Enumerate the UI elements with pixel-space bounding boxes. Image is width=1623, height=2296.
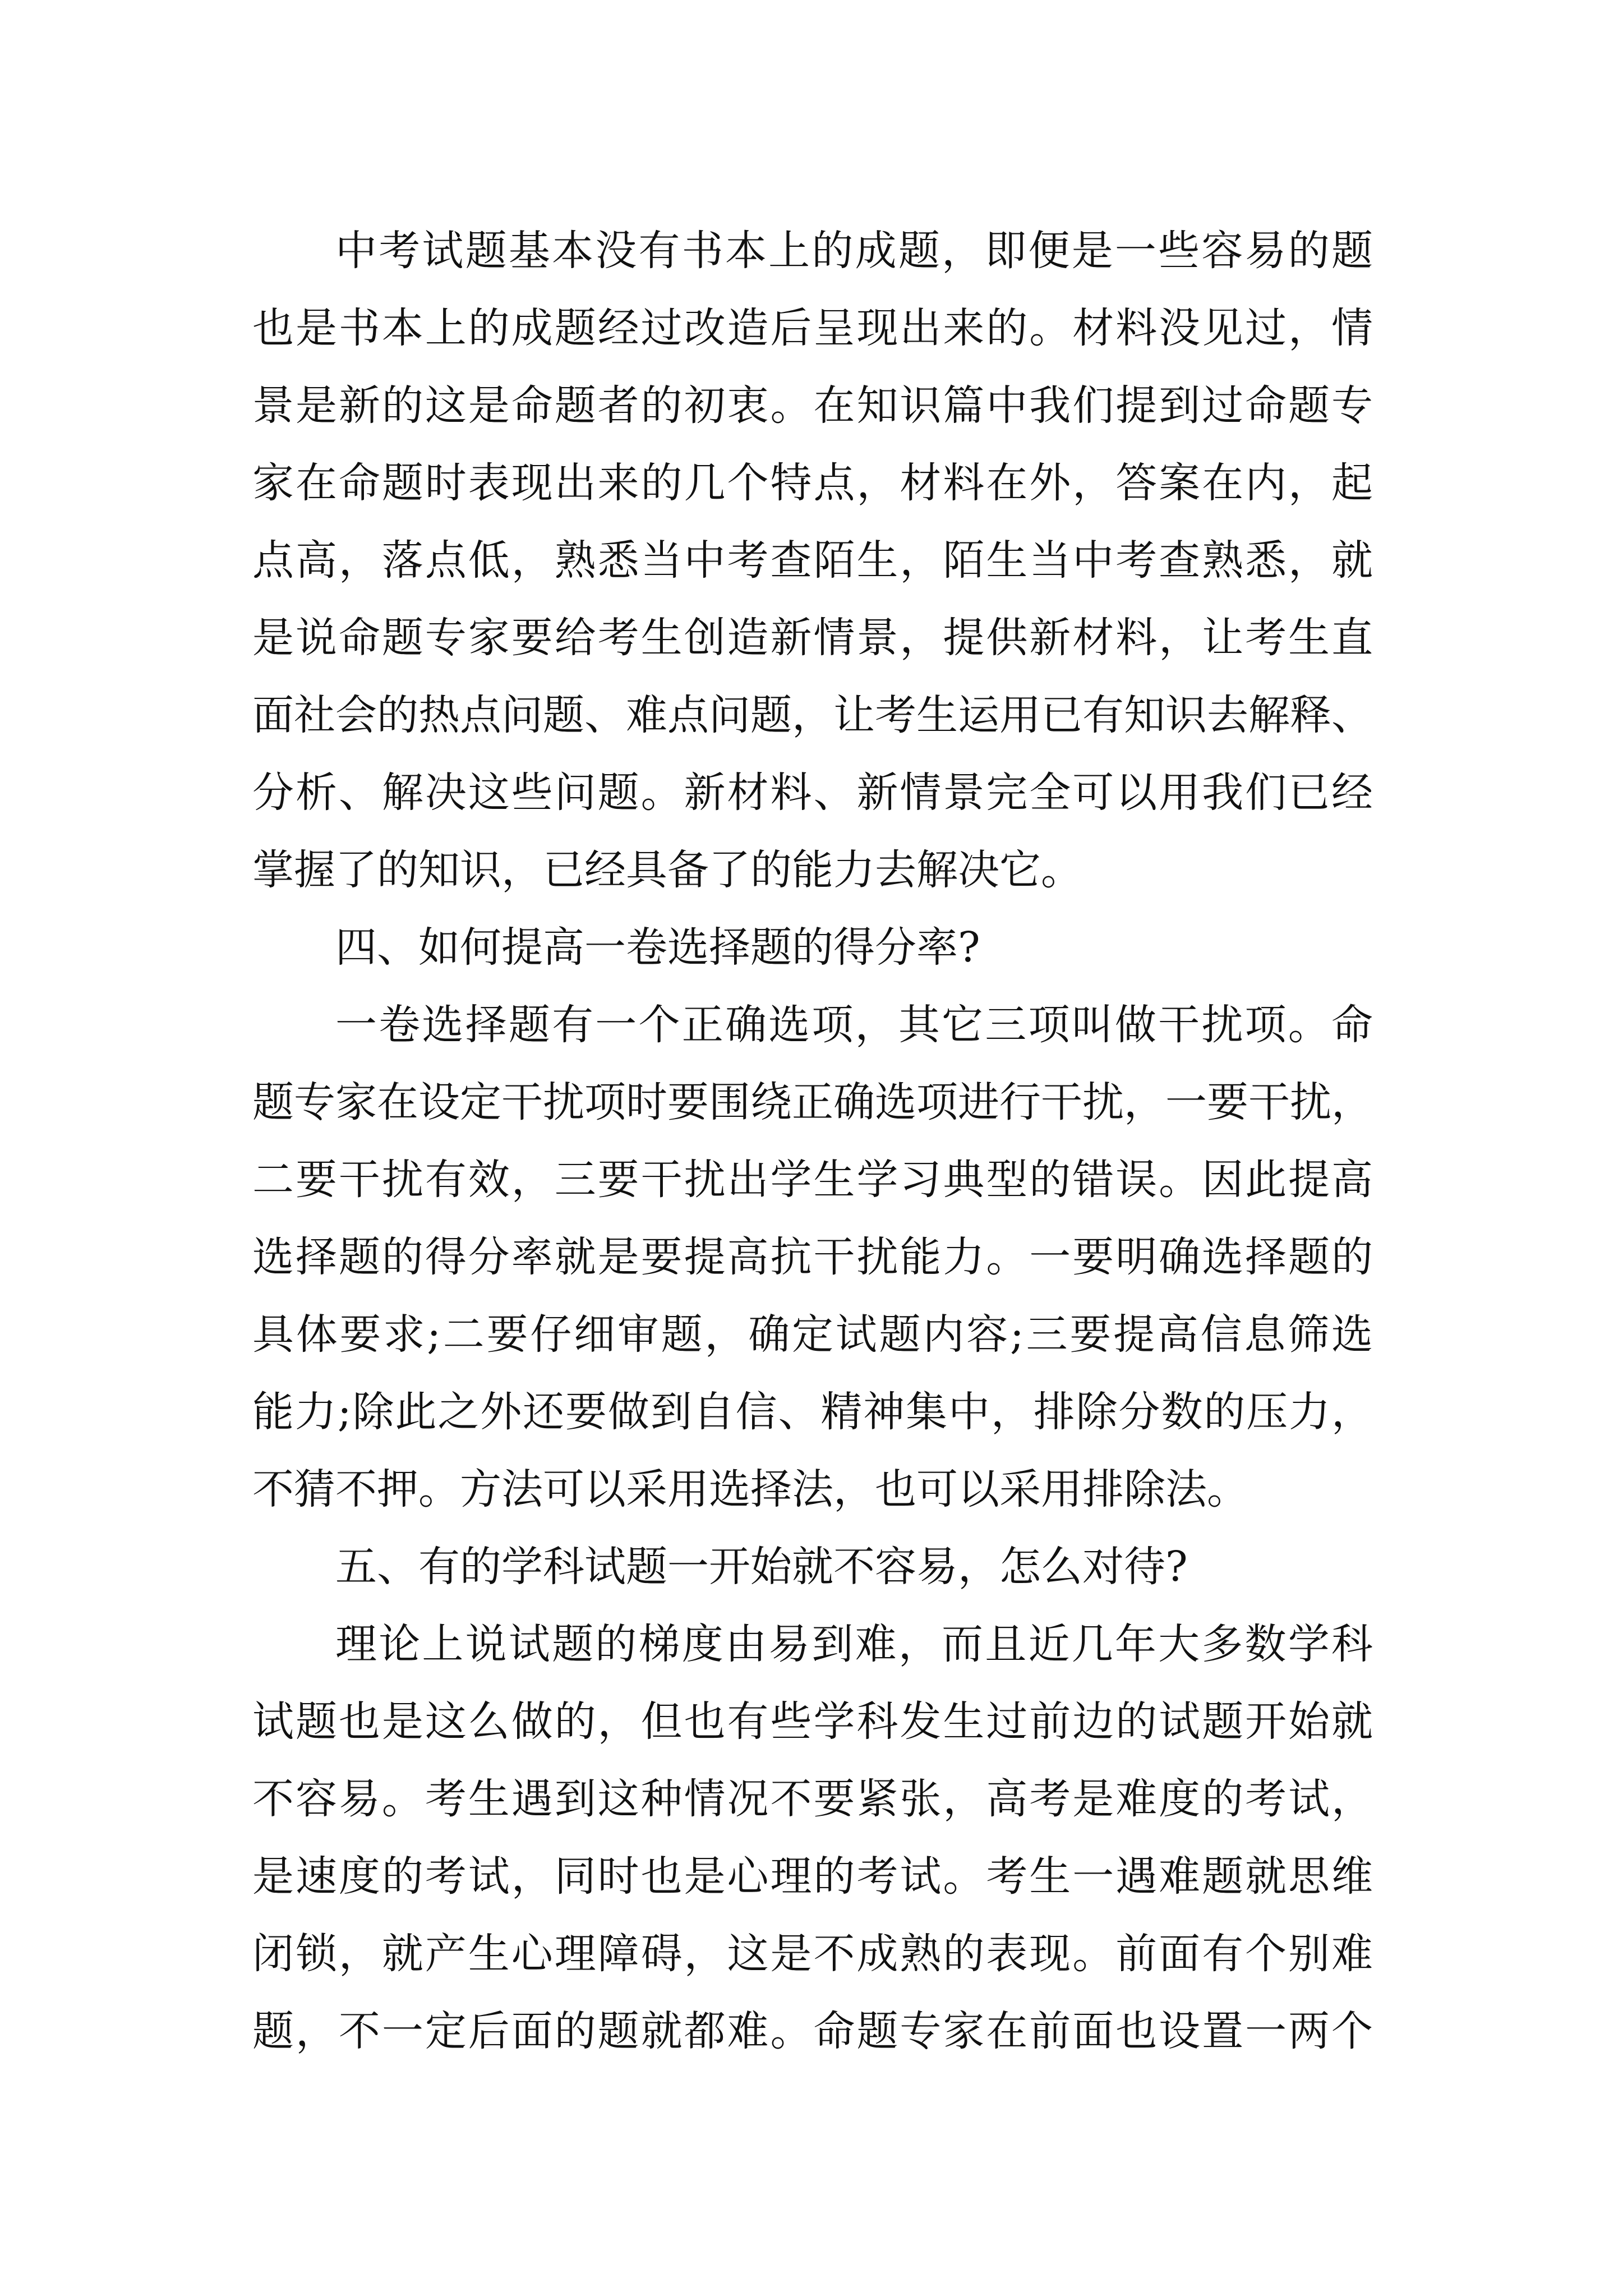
section-heading xyxy=(252,909,1373,986)
text-line: 分析、解决这些问题。新材料、新情景完全可以用我们已经 xyxy=(252,769,1373,817)
text-line: 题专家在设定干扰项时要围绕正确选项进行干扰，一要干扰， xyxy=(252,1078,1373,1126)
document-body xyxy=(252,212,1373,2070)
text-line: 能力;除此之外还要做到自信、精神集中，排除分数的压力， xyxy=(252,1388,1373,1436)
section-heading xyxy=(252,1528,1373,1605)
text-line: 家在命题时表现出来的几个特点，材料在外，答案在内，起 xyxy=(252,459,1373,507)
text-line: 选择题的得分率就是要提高抗干扰能力。一要明确选择题的 xyxy=(252,1233,1373,1281)
text-line: 二要干扰有效，三要干扰出学生学习典型的错误。因此提高 xyxy=(252,1156,1373,1204)
text-line: 一卷选择题有一个正确选项，其它三项叫做干扰项。命 xyxy=(335,1001,1373,1049)
text-line: 题，不一定后面的题就都难。命题专家在前面也设置一两个 xyxy=(252,2007,1373,2055)
text-line: 点高，落点低，熟悉当中考查陌生，陌生当中考查熟悉，就 xyxy=(252,536,1373,585)
paragraph xyxy=(252,1605,1373,2070)
text-line: 试题也是这么做的，但也有些学科发生过前边的试题开始就 xyxy=(252,1697,1373,1746)
text-line: 中考试题基本没有书本上的成题，即便是一些容易的题 xyxy=(335,227,1373,275)
text-line: 是速度的考试，同时也是心理的考试。考生一遇难题就思维 xyxy=(252,1852,1373,1901)
paragraph xyxy=(252,212,1373,909)
text-line: 面社会的热点问题、难点问题，让考生运用已有知识去解释、 xyxy=(252,691,1373,739)
text-line: 闭锁，就产生心理障碍，这是不成熟的表现。前面有个别难 xyxy=(252,1930,1373,1978)
text-line: 掌握了的知识，已经具备了的能力去解决它。 xyxy=(252,846,1082,894)
text-line: 具体要求;二要仔细审题，确定试题内容;三要提高信息筛选 xyxy=(252,1310,1373,1359)
text-line: 是说命题专家要给考生创造新情景，提供新材料，让考生直 xyxy=(252,614,1373,662)
text-line: 不容易。考生遇到这种情况不要紧张，高考是难度的考试， xyxy=(252,1775,1373,1823)
paragraph xyxy=(252,986,1373,1528)
heading-text: 五、有的学科试题一开始就不容易，怎么对待? xyxy=(335,1543,1188,1591)
text-line: 景是新的这是命题者的初衷。在知识篇中我们提到过命题专 xyxy=(252,381,1373,430)
text-line: 理论上说试题的梯度由易到难，而且近几年大多数学科 xyxy=(335,1620,1373,1668)
text-line: 不猜不押。方法可以采用选择法，也可以采用排除法。 xyxy=(252,1465,1248,1513)
text-line: 也是书本上的成题经过改造后呈现出来的。材料没见过，情 xyxy=(252,304,1373,352)
heading-text: 四、如何提高一卷选择题的得分率? xyxy=(335,923,980,972)
